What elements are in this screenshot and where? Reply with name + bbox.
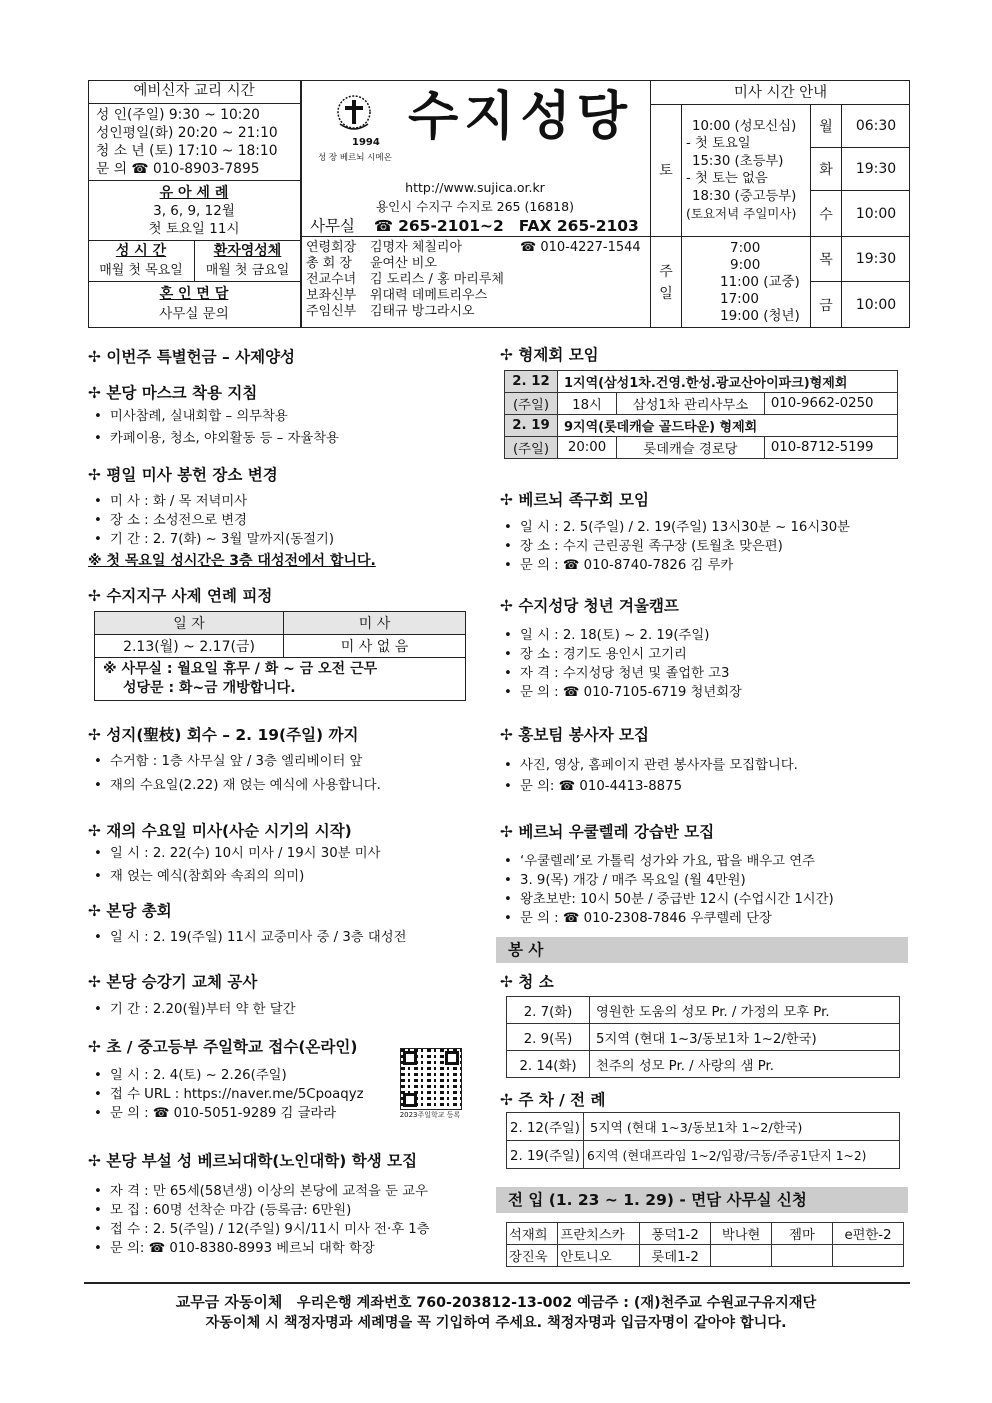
section-title: ✢ 평일 미사 봉헌 장소 변경 xyxy=(88,466,278,484)
qr-finder-icon xyxy=(403,1093,417,1107)
retreat-notice xyxy=(95,658,466,701)
list-item: • 기 간 : 2. 7(화) ~ 3월 말까지(동절기) xyxy=(88,530,334,549)
sick-communion-value: 매월 첫 금요일 xyxy=(205,263,290,278)
footer-label: 교무금 자동이체 xyxy=(175,1293,283,1311)
office-phone: 265-2101~2 xyxy=(398,217,504,235)
list-item: • ‘우쿨렐레’로 가톨릭 성가와 가요, 팝을 배우고 연주 xyxy=(498,852,834,871)
list-item: • 재의 수요일(2.22) 재 얹는 예식에 사용합니다. xyxy=(88,776,381,795)
meeting-day: (주일) xyxy=(505,393,558,415)
transfer-cell: e편한-2 xyxy=(833,1223,904,1245)
bullet-list xyxy=(88,752,381,795)
transfer-cell: 석재희 xyxy=(507,1223,558,1245)
list-item: • 문 의 : ☎ 010-2308-7846 우쿠렐레 단장 xyxy=(498,909,834,928)
meeting-time: 18시 xyxy=(558,393,617,415)
bullet-list xyxy=(498,518,850,575)
transfer-cell: 장진욱 xyxy=(507,1245,558,1267)
section-title: ✢ 이번주 특별헌금 – 사제양성 xyxy=(88,348,296,366)
parking-table xyxy=(506,1112,900,1169)
list-item: • 장 소 : 수지 근린공원 족구장 (토월초 맞은편) xyxy=(498,537,850,556)
catechism-title: 예비신자 교리 시간 xyxy=(88,80,300,104)
list-item: • 자 격 : 수지성당 청년 및 졸업한 고3 xyxy=(498,664,742,683)
bullet-list xyxy=(498,852,834,928)
staff-role: 보좌신부 xyxy=(306,288,357,303)
bullet-list xyxy=(88,1066,364,1123)
transfer-cell: 프란치스카 xyxy=(558,1223,640,1245)
list-item: • 문 의 : ☎ 010-8740-7826 김 루카 xyxy=(498,556,850,575)
notice-note: ※ 첫 목요일 성시간은 3층 대성전에서 합니다. xyxy=(88,553,376,569)
section-title: ✢ 수지지구 사제 연례 피정 xyxy=(88,587,273,605)
website[interactable]: http://www.sujica.or.kr xyxy=(405,180,545,195)
mass-time-line: (토요저녁 주일미사) xyxy=(686,206,797,222)
service-group: 5지역 (현대 1~3/동보1차 1~2/한국) xyxy=(584,1113,900,1141)
transfer-cell xyxy=(833,1245,904,1267)
logo-motto: 성 장 베르뇌 시메온 xyxy=(318,153,392,163)
transfer-cell xyxy=(711,1245,772,1267)
section-title: ✢ 청 소 xyxy=(500,973,554,991)
phone-icon: ☎ xyxy=(373,217,394,235)
mass-time-line: 15:30 (초등부) xyxy=(692,153,784,169)
bullet-list xyxy=(88,844,380,886)
transfer-cell xyxy=(772,1245,833,1267)
sick-communion-title: 환자영성체 xyxy=(213,243,282,259)
service-group: 6지역 (현대프라임 1~2/임광/극동/주공1단지 1~2) xyxy=(584,1141,900,1169)
list-item: • 일 시 : 2. 18(토) ~ 2. 19(주일) xyxy=(498,626,742,645)
qr-code[interactable] xyxy=(400,1048,462,1110)
parish-name: 수지성당 xyxy=(408,87,633,147)
bullet-list xyxy=(498,756,798,796)
weekday-time: 06:30 xyxy=(842,104,911,147)
transfer-cell: 박나현 xyxy=(711,1223,772,1245)
meeting-phone: 010-8712-5199 xyxy=(764,437,897,459)
list-item: • 자 격 : 만 65세(58년생) 이상의 본당에 교적을 둔 교우 xyxy=(88,1182,430,1201)
cleaning-table xyxy=(506,996,900,1078)
mass-time-line: 18:30 (중고등부) xyxy=(692,188,797,204)
catechism-panel xyxy=(88,80,300,328)
center-divider xyxy=(301,236,650,237)
list-item: • 미사참례, 실내회합 – 의무착용 xyxy=(88,407,339,426)
bullet-list xyxy=(88,1182,430,1258)
meeting-place: 롯데캐슬 경로당 xyxy=(617,437,765,459)
staff-role: 연령회장 xyxy=(306,240,357,255)
transfer-cell: 풍덕1-2 xyxy=(639,1223,710,1245)
list-item: • 일 시 : 2. 22(수) 10시 미사 / 19시 30분 미사 xyxy=(88,844,380,863)
list-item: • 문 의: ☎ 010-8380-8993 베르뇌 대학 학장 xyxy=(88,1239,430,1258)
retreat-table xyxy=(94,611,466,701)
footer-rule xyxy=(84,1282,910,1284)
staff-name: 김명자 체칠리아 xyxy=(370,240,463,255)
mass-time-line: 7:00 xyxy=(730,240,761,257)
mass-time-line: - 첫 토요일 xyxy=(686,136,751,152)
bullet-list xyxy=(88,407,339,448)
retreat-col-date: 일 자 xyxy=(95,612,284,635)
infant-baptism-time: 첫 토요일 11시 xyxy=(88,220,300,241)
transfer-cell: 젬마 xyxy=(772,1223,833,1245)
weekday: 수 xyxy=(811,190,842,236)
staff-role: 전교수녀 xyxy=(306,272,357,287)
marriage-value: 사무실 문의 xyxy=(159,306,229,322)
bullet-list xyxy=(88,492,334,549)
list-item: • 접 수 : 2. 5(주일) / 12(주일) 9시/11시 미사 전·후 1층 xyxy=(88,1220,430,1239)
office-contact xyxy=(310,214,650,236)
mass-day-saturday: 토 xyxy=(651,104,682,237)
section-title: ✢ 본당 승강기 교체 공사 xyxy=(88,973,258,991)
marriage-title: 혼 인 면 담 xyxy=(159,286,229,302)
mass-time-line: 17:00 xyxy=(720,291,759,308)
bullet-list xyxy=(88,1000,295,1019)
qr-caption: 2023주일학교 등록 xyxy=(399,1111,461,1119)
service-date: 2. 7(화) xyxy=(507,997,590,1024)
retreat-mass: 미 사 없 음 xyxy=(284,635,466,658)
retreat-date: 2.13(월) ~ 2.17(금) xyxy=(95,635,284,658)
list-item: • 문 의: ☎ 010-4413-8875 xyxy=(498,777,798,796)
staff-name: 위대력 데메트리우스 xyxy=(370,288,488,303)
qr-finder-icon xyxy=(403,1051,417,1065)
retreat-col-mass: 미 사 xyxy=(284,612,466,635)
service-group: 천주의 성모 Pr. / 사랑의 샘 Pr. xyxy=(590,1051,900,1078)
registration-url-item[interactable] xyxy=(88,1085,364,1104)
qr-finder-icon xyxy=(445,1051,459,1065)
weekday: 금 xyxy=(811,282,842,328)
list-item: • 미 사 : 화 / 목 저녁미사 xyxy=(88,492,334,511)
list-item: • 일 시 : 2. 19(주일) 11시 교중미사 중 / 3층 대성전 xyxy=(88,928,406,947)
bullet-list xyxy=(498,626,742,702)
section-title: ✢ 성지(聖枝) 회수 – 2. 19(주일) 까지 xyxy=(88,726,359,744)
transfer-table xyxy=(506,1222,904,1267)
service-header: 봉 사 xyxy=(496,937,908,963)
infant-baptism-months: 3, 6, 9, 12월 xyxy=(153,203,235,219)
transfer-header: 전 입 (1. 23 ~ 1. 29) - 면담 사무실 신청 xyxy=(496,1187,908,1213)
mass-time-line: 9:00 xyxy=(730,257,761,274)
section-title: ✢ 본당 마스크 착용 지침 xyxy=(88,384,258,402)
catechism-row: 청 소 년 (토) 17:10 ~ 18:10 xyxy=(96,143,278,159)
office-fax: FAX 265-2103 xyxy=(518,217,639,235)
staff-role: 총 회 장 xyxy=(306,256,352,271)
list-item: • 문 의 : ☎ 010-7105-6719 청년회장 xyxy=(498,683,742,702)
list-item: • 장 소 : 소성전으로 변경 xyxy=(88,511,334,530)
staff-name: 윤여산 비오 xyxy=(370,256,437,271)
list-item: • 기 간 : 2.20(월)부터 약 한 달간 xyxy=(88,1000,295,1019)
staff-name: 김태규 방그라시오 xyxy=(370,304,475,319)
logo-year: 1994 xyxy=(352,137,380,148)
section-title: ✢ 형제회 모임 xyxy=(500,346,599,364)
section-title: ✢ 주 차 / 전 례 xyxy=(500,1091,606,1109)
holy-hour-value: 매월 첫 목요일 xyxy=(99,263,183,278)
meeting-phone: 010-9662-0250 xyxy=(764,393,897,415)
address: 용인시 수지구 수지로 265 (16818) xyxy=(376,199,574,214)
meeting-place: 삼성1차 관리사무소 xyxy=(617,393,765,415)
mass-day-sunday xyxy=(651,237,682,328)
bullet-list xyxy=(88,928,406,947)
weekday-time: 19:30 xyxy=(842,237,911,282)
retreat-note: ※ 사무실 : 월요일 휴무 / 화 ~ 금 오전 근무 xyxy=(103,661,378,677)
weekday-time: 19:30 xyxy=(842,147,911,190)
weekday: 월 xyxy=(811,104,842,147)
list-item: • 일 시 : 2. 4(토) ~ 2.26(주일) xyxy=(88,1066,364,1085)
staff-phone: ☎ 010-4227-1544 xyxy=(520,240,641,255)
section-title: ✢ 수지성당 청년 겨울캠프 xyxy=(500,597,679,615)
staff-list xyxy=(306,240,650,320)
service-date: 2. 9(목) xyxy=(507,1024,590,1051)
weekday-time: 10:00 xyxy=(842,282,911,328)
office-label: 사무실 xyxy=(310,217,355,235)
brotherhood-table xyxy=(504,370,898,459)
mass-time-line: 11:00 (교중) xyxy=(720,274,800,291)
mass-time-line: 10:00 (성모신심) xyxy=(692,118,797,134)
footer-account: 우리은행 계좌번호 760-203812-13-002 예금주 : (재)천주교 수원교구유지재단 xyxy=(296,1295,817,1311)
transfer-cell: 롯데1-2 xyxy=(639,1245,710,1267)
catechism-row: 성 인(주일) 9:30 ~ 10:20 xyxy=(96,107,260,123)
section-title: ✢ 본당 총회 xyxy=(88,902,172,920)
meeting-time: 20:00 xyxy=(558,437,617,459)
section-title: ✢ 재의 수요일 미사(사순 시기의 시작) xyxy=(88,822,352,840)
weekday-time: 10:00 xyxy=(842,190,911,236)
weekday: 목 xyxy=(811,237,842,282)
footer xyxy=(60,1292,932,1333)
list-item: • 재 얹는 예식(참회와 속죄의 의미) xyxy=(88,867,380,886)
list-item: • 장 소 : 경기도 용인시 고기리 xyxy=(498,645,742,664)
list-item: • 수거함 : 1층 사무실 앞 / 3층 엘리베이터 앞 xyxy=(88,752,381,771)
holy-hour-title: 성 시 간 xyxy=(115,243,167,259)
meeting-date: 2. 19 xyxy=(505,415,558,437)
mass-saturday-times xyxy=(682,104,811,237)
list-item: • 3. 9(목) 개강 / 매주 목요일 (월 4만원) xyxy=(498,871,834,890)
service-group: 5지역 (현대 1~3/동보1차 1~2/한국) xyxy=(590,1024,900,1051)
retreat-note: 성당문 : 화~금 개방합니다. xyxy=(123,680,296,696)
mass-schedule-table xyxy=(650,80,910,328)
section-title: ✢ 초 / 중고등부 주일학교 접수(온라인) xyxy=(88,1038,358,1056)
meeting-name: 9지역(롯데캐슬 골드타운) 형제회 xyxy=(558,415,898,437)
list-item: • 문 의 : ☎ 010-5051-9289 김 글라라 xyxy=(88,1104,364,1123)
meeting-name: 1지역(삼성1차.건영.한성.광교산아이파크)형제회 xyxy=(558,371,898,393)
meeting-date: 2. 12 xyxy=(505,371,558,393)
mass-schedule-title: 미사 시간 안내 xyxy=(651,80,911,104)
mass-sunday-times xyxy=(682,237,811,328)
staff-role: 주임신부 xyxy=(306,304,357,319)
staff-name: 김 도리스 / 홍 마리루체 xyxy=(370,272,504,287)
mass-time-line: - 첫 토는 없음 xyxy=(686,171,768,187)
service-date: 2. 12(주일) xyxy=(507,1113,584,1141)
list-item: • 왕초보반: 10시 50분 / 중급반 12시 (수업시간 1시간) xyxy=(498,890,834,909)
list-item: • 사진, 영상, 홈페이지 관련 봉사자를 모집합니다. xyxy=(498,756,798,775)
mass-time-line: 19:00 (청년) xyxy=(720,308,800,325)
infant-baptism-title: 유 아 세 례 xyxy=(159,185,229,201)
sunday-label: 주일 xyxy=(659,263,673,302)
weekday: 화 xyxy=(811,147,842,190)
service-date: 2. 19(주일) xyxy=(507,1141,584,1169)
section-title: ✢ 베르뇌 족구회 모임 xyxy=(500,491,649,509)
transfer-cell: 안토니오 xyxy=(558,1245,640,1267)
section-title: ✢ 본당 부설 성 베르뇌대학(노인대학) 학생 모집 xyxy=(88,1152,418,1170)
list-item: • 모 집 : 60명 선착순 마감 (등록금: 6만원) xyxy=(88,1201,430,1220)
footer-note: 자동이체 시 책정자명과 세례명을 꼭 기입하여 주세요. 책정자명과 입금자명이 같아야 합니다. xyxy=(205,1315,787,1331)
list-item: • 카페이용, 청소, 야외활동 등 – 자율착용 xyxy=(88,429,339,448)
meeting-day: (주일) xyxy=(505,437,558,459)
section-title: ✢ 베르뇌 우쿨렐레 강습반 모집 xyxy=(500,823,715,841)
list-item: • 일 시 : 2. 5(주일) / 2. 19(주일) 13시30분 ~ 16시30분 xyxy=(498,518,850,537)
catechism-contact: 문 의 ☎ 010-8903-7895 xyxy=(88,160,300,181)
service-date: 2. 14(화) xyxy=(507,1051,590,1078)
registration-url[interactable]: 접 수 URL : https://naver.me/5Cpoaqyz xyxy=(110,1087,364,1102)
service-group: 영원한 도움의 성모 Pr. / 가정의 모후 Pr. xyxy=(590,997,900,1024)
catechism-row: 성인평일(화) 20:20 ~ 21:10 xyxy=(96,125,278,141)
section-title: ✢ 홍보팀 봉사자 모집 xyxy=(500,726,649,744)
